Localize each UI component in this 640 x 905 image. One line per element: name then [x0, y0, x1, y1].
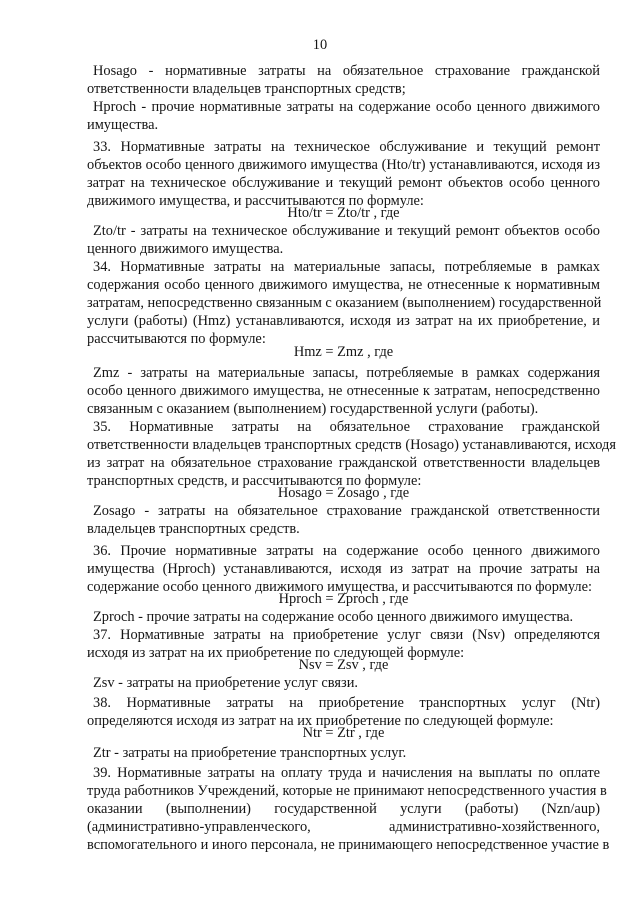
text-line: ответственности владельцев транспортных средств (Нosago) устанавливаются, исходя — [87, 437, 616, 453]
text-line: Zsv - затраты на приобретение услуг связи. — [93, 675, 359, 691]
text-line: из затрат на обязательное страхование гражданской ответственности владельцев — [87, 455, 600, 471]
text-line: Нproch = Zproch , где — [278, 591, 409, 607]
text-line: Zmz - затраты на материальные запасы, потребляемые в рамках содержания — [93, 365, 600, 381]
text-line: исходя из затрат на их приобретение по следующей формуле: — [87, 645, 465, 661]
text-line: Нmz = Zmz , где — [293, 344, 394, 360]
text-line: услуги (работы) (Нmz) устанавливаются, исходя из затрат на их приобретение, и — [87, 313, 600, 329]
text-line: Ztr - затраты на приобретение транспортных услуг. — [93, 745, 407, 761]
text-line: ценного движимого имущества. — [87, 241, 284, 257]
text-line: объектов особо ценного движимого имущества (Нto/tr) устанавливаются, исходя из — [87, 157, 600, 173]
text-line: владельцев транспортных средств. — [87, 521, 300, 537]
text-line: движимого имущества, и рассчитываются по формуле: — [87, 193, 424, 209]
text-line: связанным с оказанием (выполнением) государственной услуги (работы). — [87, 401, 539, 417]
text-line: 34. Нормативные затраты на материальные запасы, потребляемые в рамках — [93, 259, 600, 275]
text-line: 35. Нормативные затраты на обязательное страхование гражданской — [93, 419, 600, 435]
text-line: определяются исходя из затрат на их приобретение по следующей формуле: — [87, 713, 554, 729]
text-line: 37. Нормативные затраты на приобретение услуг связи (Nsv) определяются — [93, 627, 600, 643]
text-line: имущества (Нproch) устанавливаются, исходя из затрат на прочие затраты на — [87, 561, 600, 577]
text-line: рассчитываются по формуле: — [87, 331, 266, 347]
text-line: Zto/tr - затраты на техническое обслуживание и текущий ремонт объектов особо — [93, 223, 600, 239]
text-line: Нproch - прочие нормативные затраты на содержание особо ценного движимого — [93, 99, 600, 115]
text-line: Zproch - прочие затраты на содержание особо ценного движимого имущества. — [93, 609, 574, 625]
text-line: вспомогательного и иного персонала, не принимающего непосредственное участие в — [87, 837, 610, 853]
text-line: содержания особо ценного движимого имущества, не отнесенные к нормативным — [87, 277, 600, 293]
text-line: содержание особо ценного движимого имущества, и рассчитываются по формуле: — [87, 579, 592, 595]
text-line: (административно-управленческого, административно-хозяйственного, — [87, 819, 600, 835]
text-line: Нosago - нормативные затраты на обязательное страхование гражданской — [93, 63, 600, 79]
text-line: Ntr = Ztr , где — [302, 725, 385, 741]
text-line: имущества. — [87, 117, 159, 133]
text-line: Нosago = Zosago , где — [277, 485, 410, 501]
text-line: оказании (выполнении) государственной услуги (работы) (Nzn/aup) — [87, 801, 600, 817]
text-line: особо ценного движимого имущества, не отнесенные к затратам, непосредственно — [87, 383, 600, 399]
text-line: Нto/tr = Zto/tr , где — [287, 205, 400, 221]
text-line: 36. Прочие нормативные затраты на содержание особо ценного движимого — [93, 543, 600, 559]
text-line: Nsv = Zsv , где — [298, 657, 389, 673]
text-line: труда работников Учреждений, которые не принимают непосредственного участия в — [87, 783, 607, 799]
text-line: Zosago - затраты на обязательное страхование гражданской ответственности — [93, 503, 600, 519]
text-line: 38. Нормативные затраты на приобретение транспортных услуг (Ntr) — [93, 695, 600, 711]
text-line: 33. Нормативные затраты на техническое обслуживание и текущий ремонт — [93, 139, 600, 155]
text-line: 39. Нормативные затраты на оплату труда и начисления на выплаты по оплате — [93, 765, 600, 781]
text-line: ответственности владельцев транспортных средств; — [87, 81, 406, 97]
text-line: затрат на техническое обслуживание и текущий ремонт объектов особо ценного — [87, 175, 600, 191]
text-line: транспортных средств, и рассчитываются по формуле: — [87, 473, 422, 489]
text-line: затратам, непосредственно связанным с оказанием (выполнением) государственной — [87, 295, 602, 311]
page-number: 10 — [312, 37, 328, 53]
